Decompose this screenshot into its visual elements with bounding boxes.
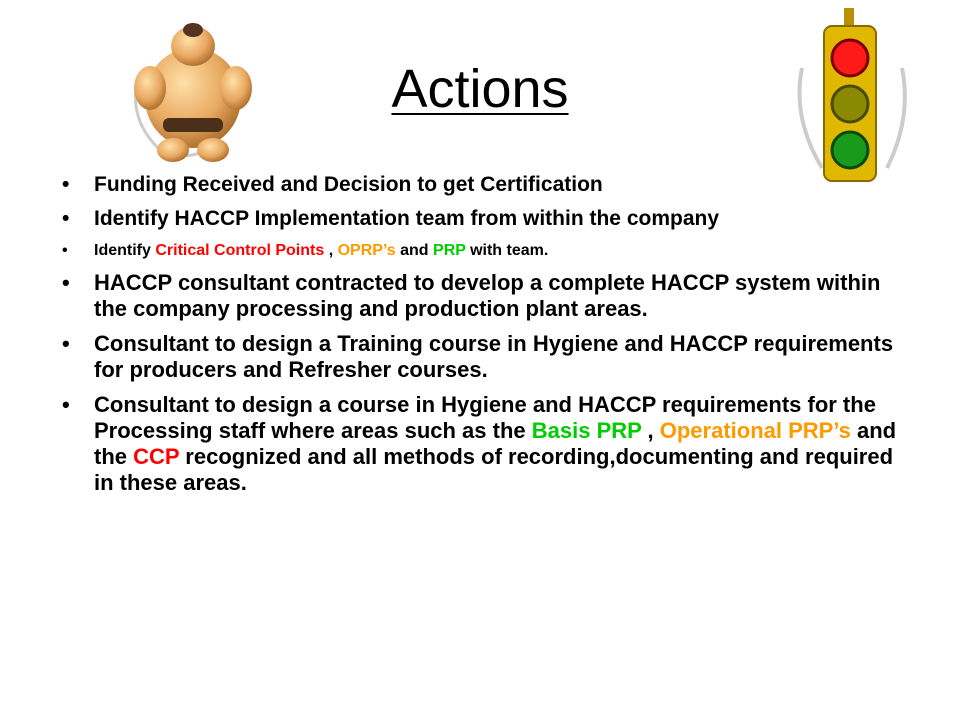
bullet-item <box>62 240 912 262</box>
prp-term: PRP <box>433 242 466 259</box>
bullet-text-part: Identify <box>94 242 156 259</box>
bullet-text: Identify HACCP Implementation team from within the company <box>94 207 720 230</box>
bullet-item <box>62 392 912 496</box>
critical-control-points-term: Critical Control Points <box>155 242 325 259</box>
ccp-term: CCP <box>133 444 180 469</box>
bullet-item <box>62 270 912 322</box>
bullet-text: Consultant to design a Training course in Hygiene and HACCP requirements for producers and Refresher courses. <box>94 331 894 382</box>
basis-prp-term: Basis PRP <box>531 418 642 443</box>
bullet-list <box>62 172 912 505</box>
bullet-text-part: , <box>641 418 660 443</box>
bullet-text-part: recognized and all methods of recording,documenting and required in these areas. <box>94 444 894 495</box>
operational-prp-term: Operational PRP’s <box>659 418 851 443</box>
bullet-text: Funding Received and Decision to get Certification <box>94 173 603 196</box>
bullet-text-part: with team. <box>465 242 549 259</box>
bullet-text-part: , <box>324 242 338 259</box>
oprp-term: OPRP’s <box>337 242 396 259</box>
bullet-text-part: Consultant to design a course in Hygiene and HACCP requirements for the Processing staff where areas such as the <box>94 392 876 443</box>
bullet-item <box>62 206 912 231</box>
bullet-text-part: and the <box>94 418 897 469</box>
slide-title: Actions <box>391 59 569 119</box>
bullet-text: HACCP consultant contracted to develop a complete HACCP system within the company processing and production plant areas. <box>94 270 881 321</box>
bullet-item <box>62 172 912 197</box>
bullet-item <box>62 331 912 383</box>
bullet-text-part: and <box>395 242 434 259</box>
